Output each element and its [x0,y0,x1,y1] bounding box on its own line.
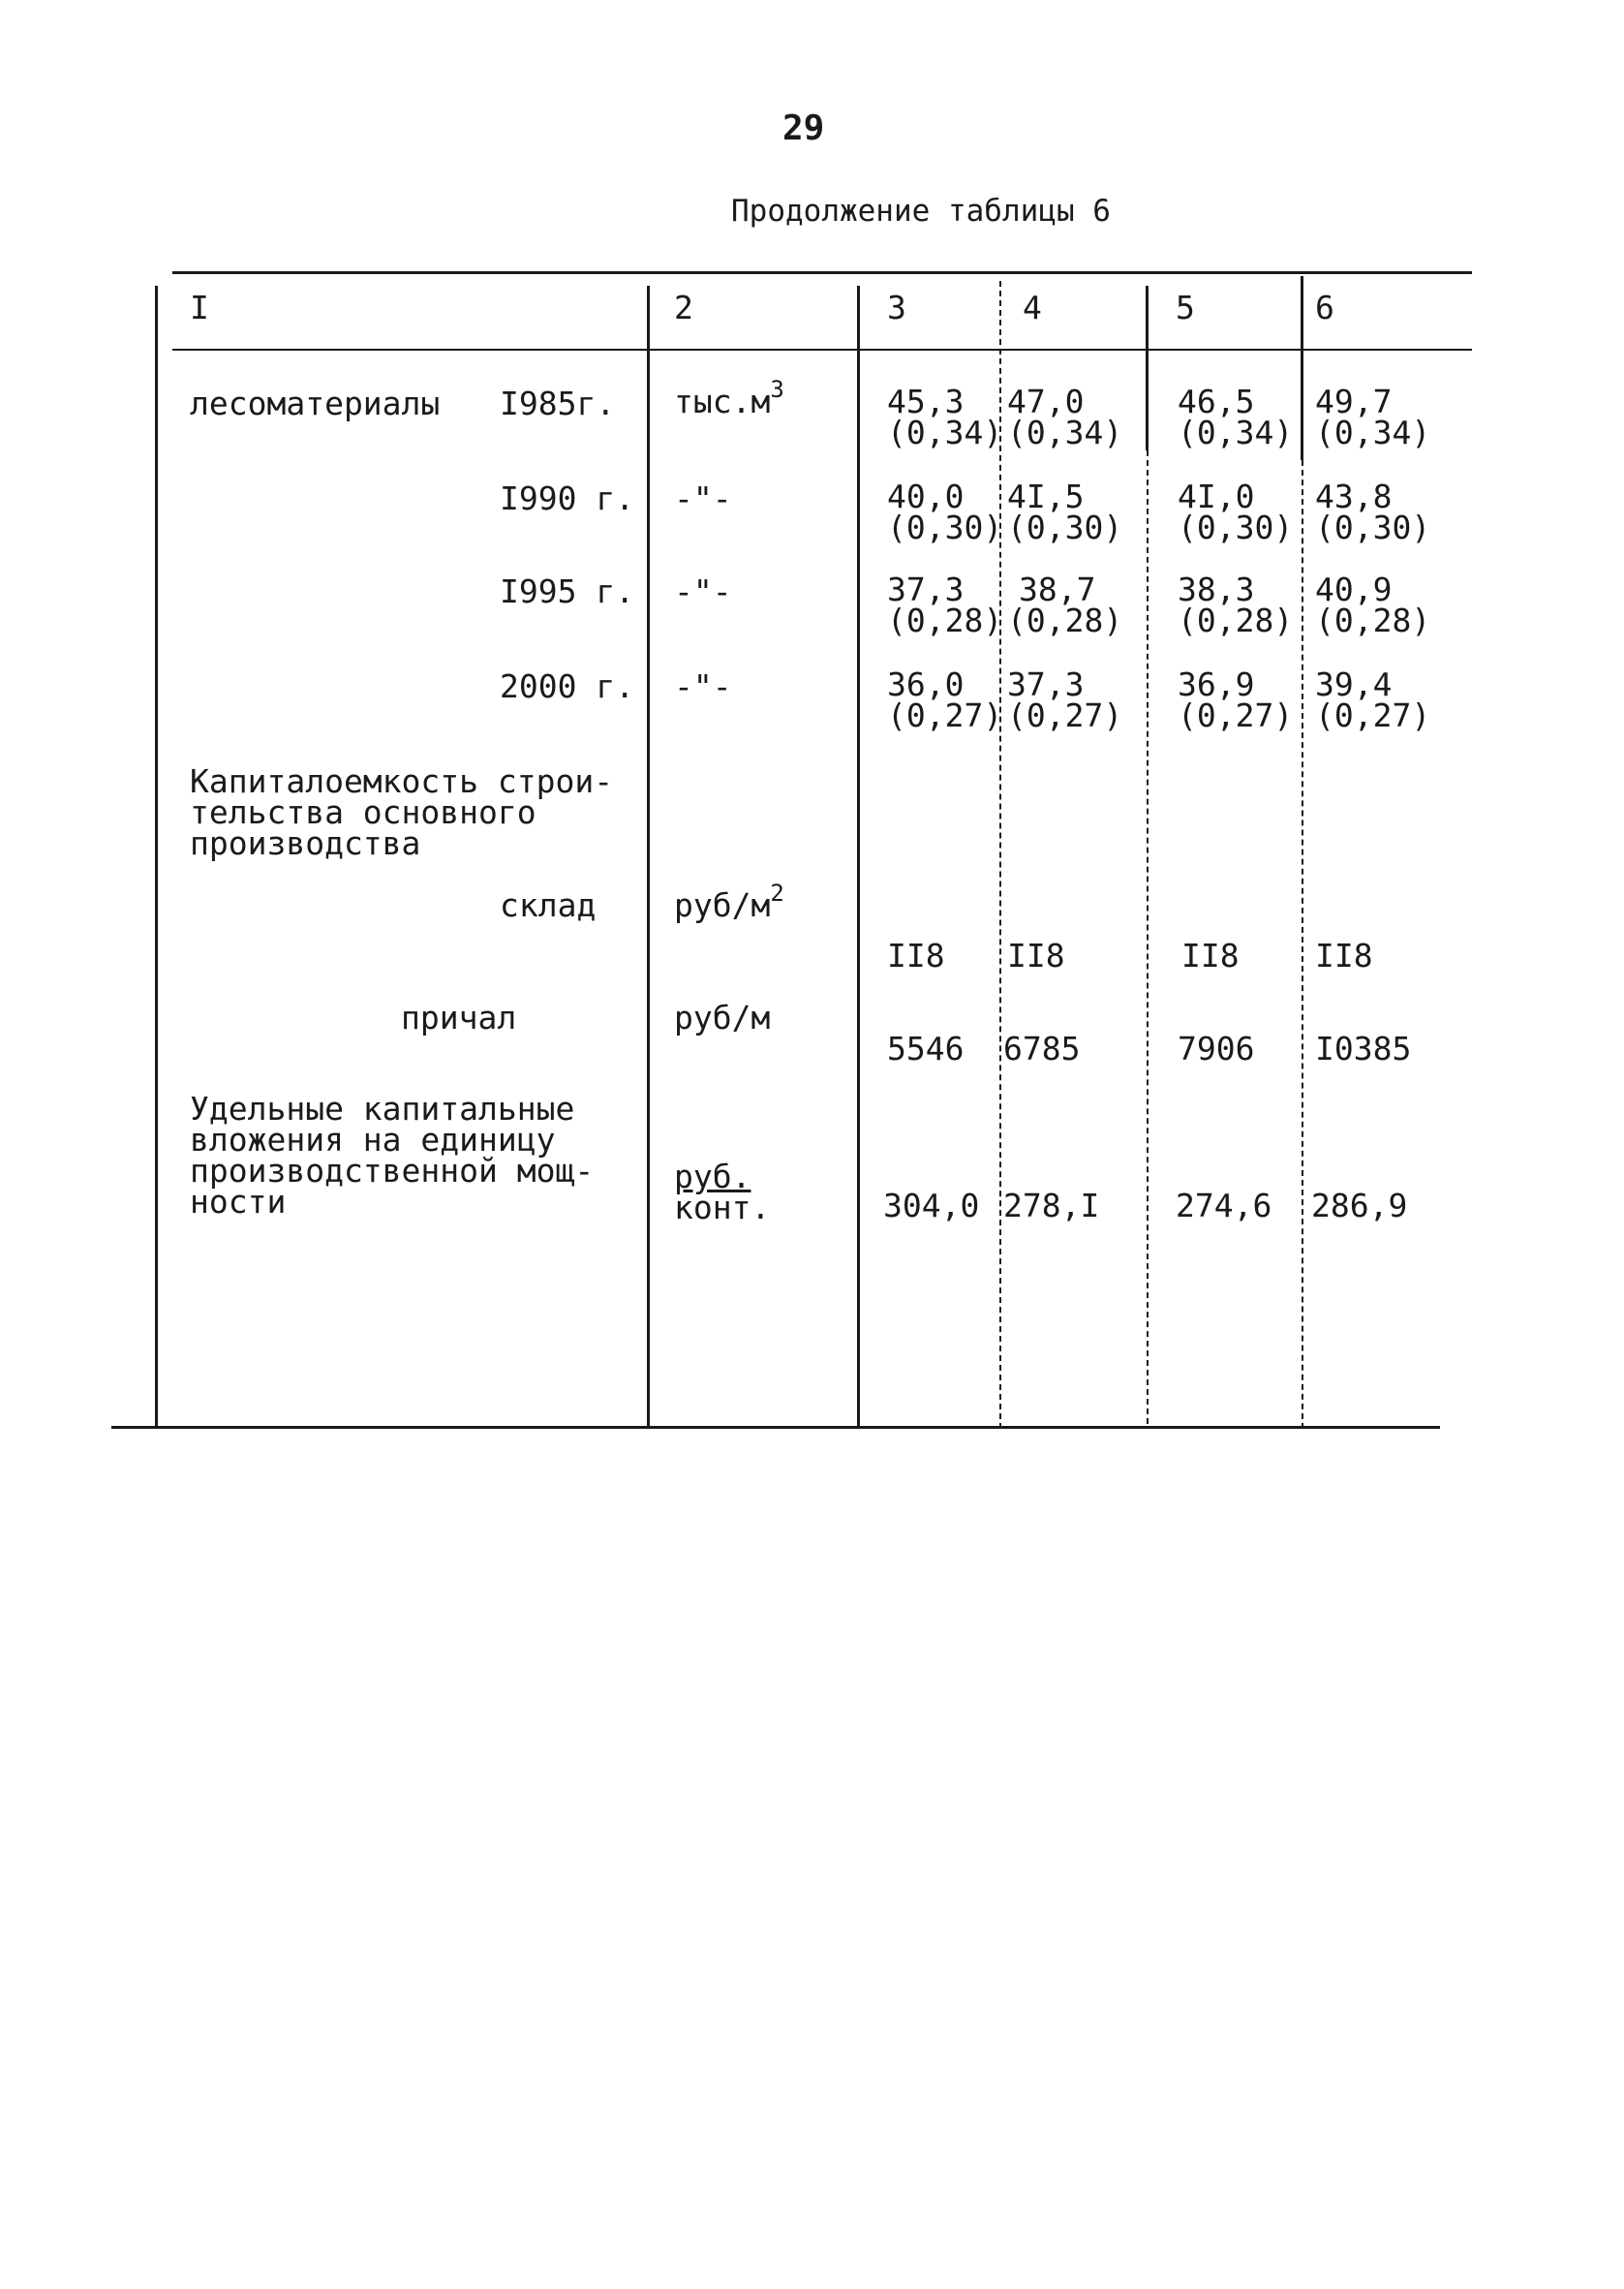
header-cell-3: 3 [887,289,906,326]
year-label: I985г. [500,385,616,422]
continuation-title: Продолжение таблицы 6 [731,194,1111,229]
cell-percent: (0,27) [1007,696,1123,734]
cell-value: 43,8 [1315,478,1393,515]
header-bottom-rule [172,349,1472,351]
cell-value: 37,3 [887,571,965,608]
cell-value: 278,I [1003,1187,1100,1224]
cell-percent: (0,34) [1007,414,1123,451]
header-cell-2: 2 [674,289,693,326]
header-cell-4: 4 [1023,289,1042,326]
cell-value: 274,6 [1176,1187,1272,1224]
unit-lumber: $тыс.м^3$ [674,376,784,420]
cell-percent: (0,34) [887,414,1003,451]
cell-value: II8 [1007,937,1065,974]
row-label-berth: причал [401,999,517,1036]
cell-percent: (0,27) [1178,696,1294,734]
cell-value: 47,0 [1007,383,1085,420]
header-cell-6: 6 [1315,289,1334,326]
cell-value: 45,3 [887,383,965,420]
column-divider-4-5 [1147,450,1149,1424]
cell-value: I0385 [1315,1030,1412,1067]
cell-value: 36,9 [1178,665,1255,703]
cell-value: 7906 [1178,1030,1255,1067]
cell-percent: (0,30) [1315,509,1431,546]
cell-percent: (0,34) [1315,414,1431,451]
cell-value: 39,4 [1315,665,1393,703]
row-label-line: ности [190,1183,287,1221]
cell-value: 286,9 [1311,1187,1408,1224]
page-number: 29 [782,108,825,148]
unit-specific-bottom: конт. [674,1189,771,1226]
column-divider-4-5-top [1146,286,1149,450]
cell-percent: (0,27) [887,696,1003,734]
column-divider-5-6 [1302,460,1303,1429]
year-label: I990 г. [500,479,635,517]
row-label-line: тельства основного [190,793,536,831]
cell-value: II8 [1181,937,1240,974]
cell-value: 46,5 [1178,383,1255,420]
cell-value: 36,0 [887,665,965,703]
cell-value: II8 [1315,937,1373,974]
cell-percent: (0,34) [1178,414,1294,451]
cell-value: 5546 [887,1030,965,1067]
cell-value: 4I,5 [1007,478,1085,515]
cell-percent: (0,28) [1315,602,1431,639]
row-label-line: Капиталоемкость строи- [190,762,614,800]
cell-percent: (0,30) [1007,509,1123,546]
unit-berth: руб/м [674,999,771,1036]
cell-percent: (0,27) [1315,696,1431,734]
cell-percent: (0,30) [887,509,1003,546]
row-label-line: производственной мощ- [190,1152,595,1190]
year-label: I995 г. [500,572,635,610]
cell-value: 304,0 [883,1187,980,1224]
cell-value: 40,9 [1315,571,1393,608]
cell-value: 49,7 [1315,383,1393,420]
cell-percent: (0,28) [887,602,1003,639]
row-label-line: вложения на единицу [190,1121,556,1159]
row-label-lumber: лесоматериалы [190,385,441,422]
table-left-border [155,286,158,1429]
row-label-warehouse: склад [500,886,597,924]
header-cell-5: 5 [1176,289,1195,326]
column-divider-3-4 [999,281,1001,1429]
header-cell-1: I [190,289,209,326]
cell-percent: (0,28) [1178,602,1294,639]
table-bottom-rule [111,1426,1440,1429]
unit-ditto: -"- [674,572,732,610]
cell-value: II8 [887,937,945,974]
unit-warehouse: руб/$м^2$ [674,880,784,924]
cell-value: 40,0 [887,478,965,515]
row-label-line: Удельные капитальные [190,1090,575,1128]
unit-specific-top: руб. [674,1158,751,1195]
cell-percent: (0,30) [1178,509,1294,546]
cell-value: 38,3 [1178,571,1255,608]
year-label: 2000 г. [500,667,635,705]
column-divider-5-6-top [1301,276,1303,460]
cell-percent: (0,28) [1007,602,1123,639]
cell-value: 38,7 [1019,571,1096,608]
table-top-rule [172,271,1472,274]
unit-ditto: -"- [674,479,732,517]
column-divider-1-2 [647,286,650,1429]
column-divider-2-3 [857,286,860,1429]
cell-value: 4I,0 [1178,478,1255,515]
row-label-line: производства [190,824,421,862]
unit-ditto: -"- [674,667,732,705]
cell-value: 37,3 [1007,665,1085,703]
cell-value: 6785 [1003,1030,1081,1067]
